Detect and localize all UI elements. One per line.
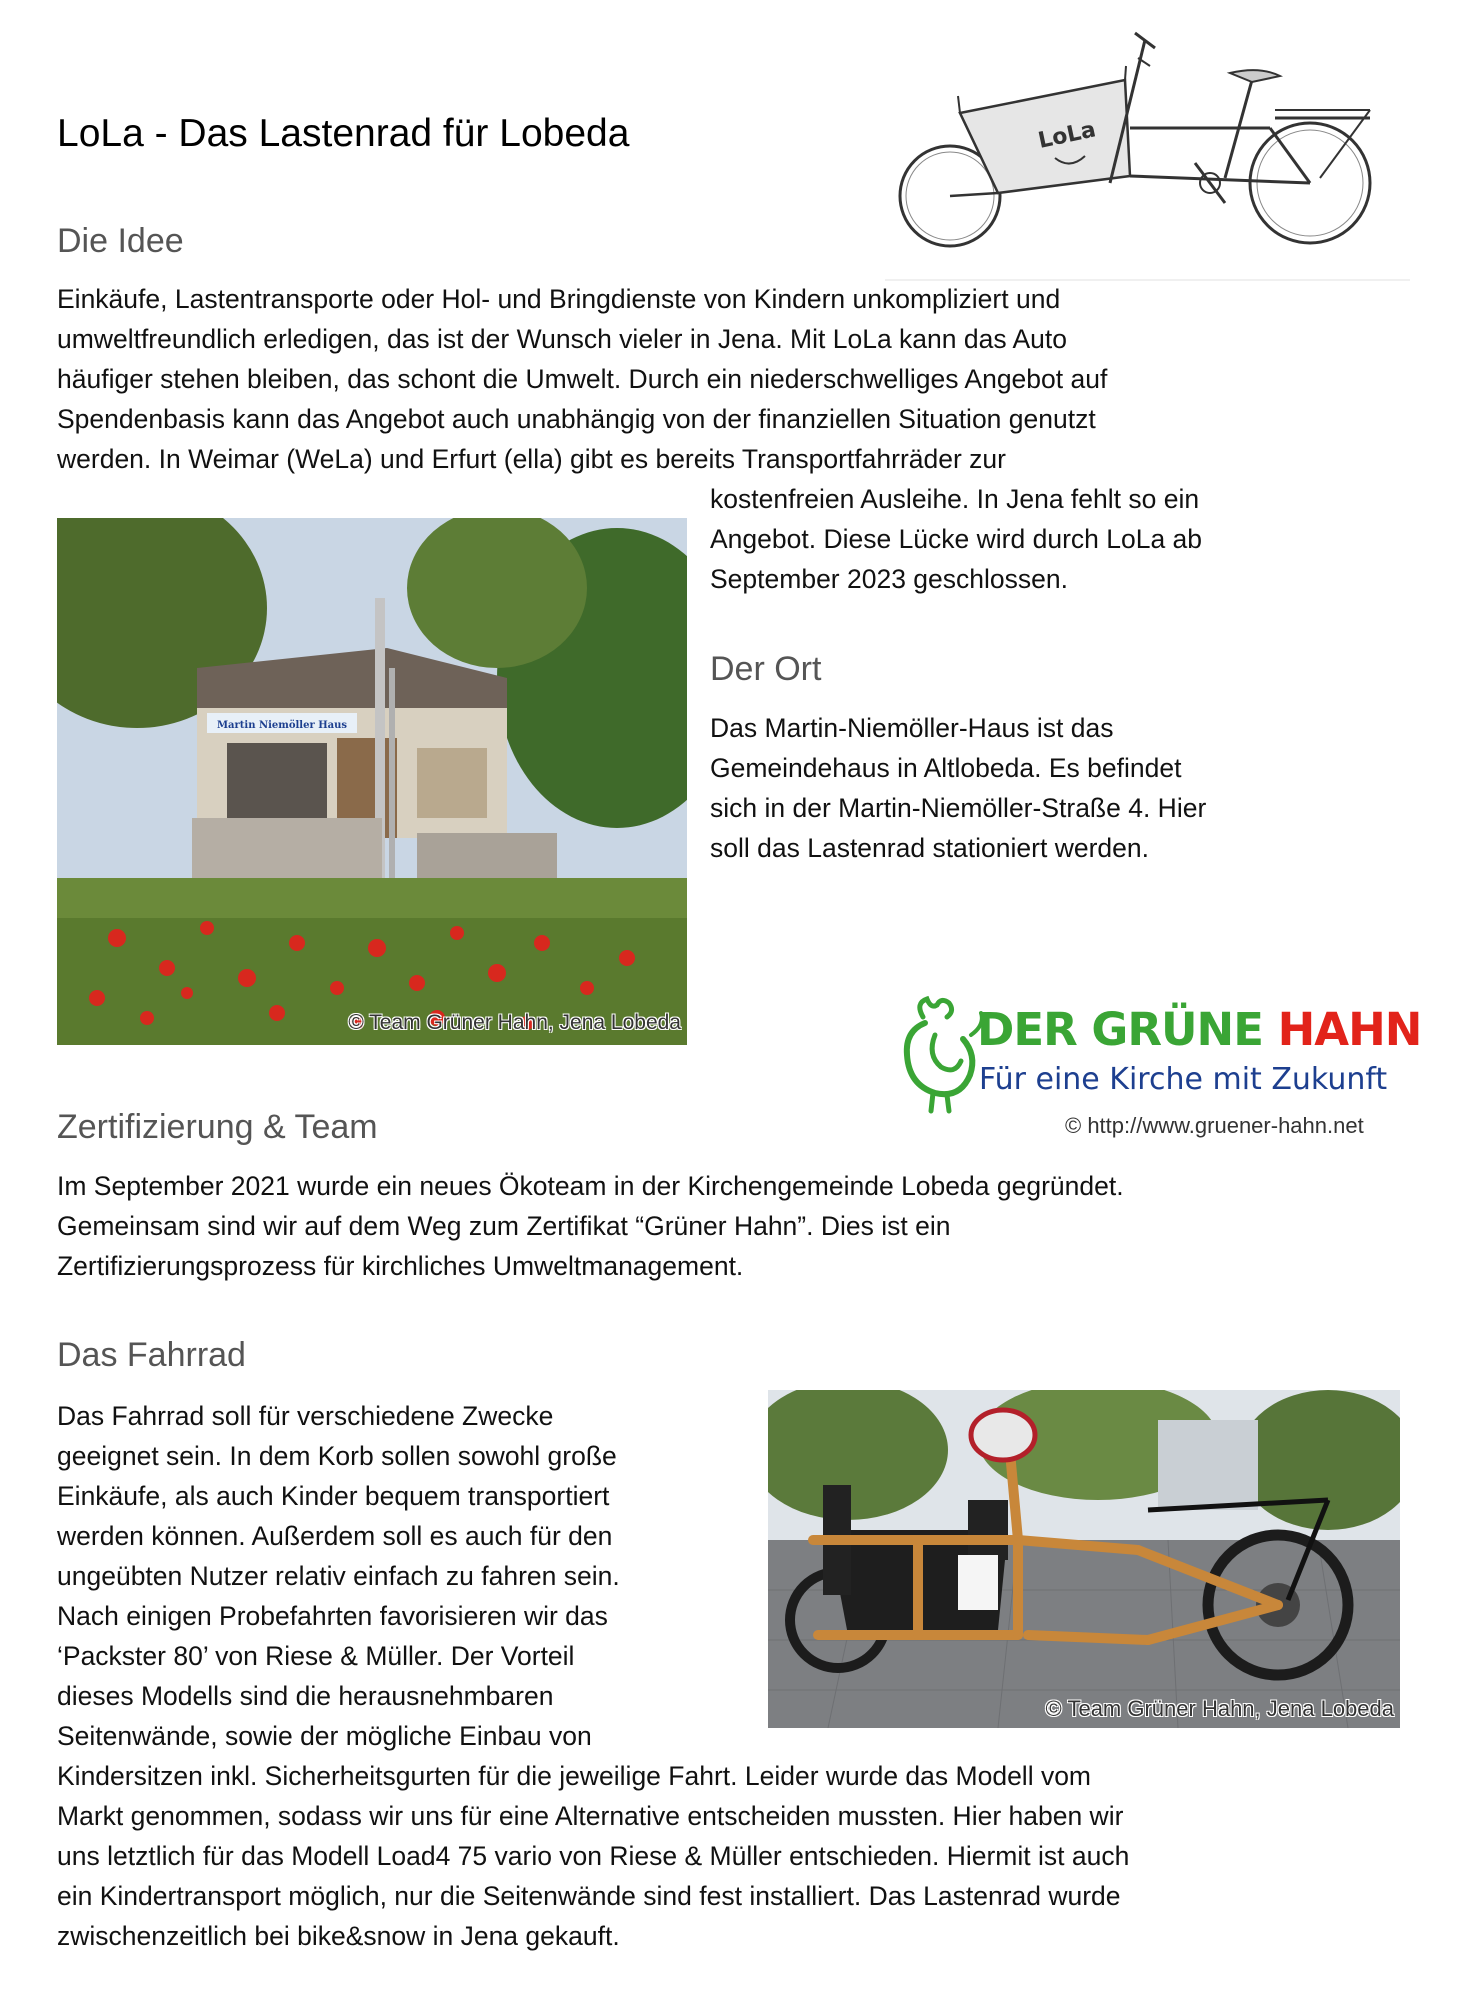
fahrrad-paragraph-continued <box>57 1756 1417 1956</box>
zert-line: Zertifizierungsprozess für kirchliches Umweltmanagement. <box>57 1251 744 1281</box>
zert-line: Im September 2021 wurde ein neues Ökoteam in der Kirchengemeinde Lobeda gegründet. <box>57 1171 1124 1201</box>
idee-paragraph-continued <box>710 479 1410 599</box>
idee-line: September 2023 geschlossen. <box>710 564 1068 594</box>
idee-line: werden. In Weimar (WeLa) und Erfurt (ella) gibt es bereits Transportfahrräder zur <box>57 444 1006 474</box>
section-heading-fahrrad: Das Fahrrad <box>57 1336 246 1374</box>
ort-paragraph <box>710 708 1410 868</box>
idee-line: häufiger stehen bleiben, das schont die Umwelt. Durch ein niederschwelliges Angebot auf <box>57 364 1108 394</box>
martin-niemoeller-haus-photo <box>57 518 687 1045</box>
idee-line: kostenfreien Ausleihe. In Jena fehlt so ein <box>710 484 1200 514</box>
section-heading-zertifizierung: Zertifizierung & Team <box>57 1108 378 1146</box>
ort-line: Gemeindehaus in Altlobeda. Es befindet <box>710 753 1182 783</box>
zert-paragraph <box>57 1166 1417 1286</box>
fahrrad-line: ‘Packster 80’ von Riese & Müller. Der Vorteil <box>57 1641 575 1671</box>
section-heading-idee: Die Idee <box>57 222 184 260</box>
idee-paragraph <box>57 279 1397 479</box>
fahrrad-line: dieses Modells sind die herausnehmbaren <box>57 1681 554 1711</box>
logo-text-red: HAHN <box>1277 1003 1422 1056</box>
ort-line: Das Martin-Niemöller-Haus ist das <box>710 713 1114 743</box>
cargo-bike-sketch-image <box>880 18 1415 286</box>
idee-line: Spendenbasis kann das Angebot auch unabhängig von der finanziellen Situation genutzt <box>57 404 1096 434</box>
idee-line: Angebot. Diese Lücke wird durch LoLa ab <box>710 524 1203 554</box>
section-heading-ort: Der Ort <box>710 650 822 688</box>
page-title: LoLa - Das Lastenrad für Lobeda <box>57 112 630 155</box>
ort-line: sich in der Martin-Niemöller-Straße 4. Hier <box>710 793 1207 823</box>
fahrrad-line: Markt genommen, sodass wir uns für eine Alternative entscheiden mussten. Hier haben wir <box>57 1801 1124 1831</box>
logo-credit: © http://www.gruener-hahn.net <box>1065 1113 1364 1138</box>
fahrrad-line: Einkäufe, als auch Kinder bequem transportiert <box>57 1481 610 1511</box>
ort-line: soll das Lastenrad stationiert werden. <box>710 833 1149 863</box>
fahrrad-line: Seitenwände, sowie der mögliche Einbau von <box>57 1721 592 1751</box>
fahrrad-line: ungeübten Nutzer relativ einfach zu fahren sein. <box>57 1561 620 1591</box>
bike-photo-credit: © Team Grüner Hahn, Jena Lobeda <box>1045 1696 1394 1721</box>
fahrrad-line: geeignet sein. In dem Korb sollen sowohl große <box>57 1441 617 1471</box>
fahrrad-line: zwischenzeitlich bei bike&snow in Jena gekauft. <box>57 1921 620 1951</box>
gruener-hahn-logo <box>885 995 1422 1145</box>
idee-line: Einkäufe, Lastentransporte oder Hol- und Bringdienste von Kindern unkompliziert und <box>57 284 1061 314</box>
idee-line: umweltfreundlich erledigen, das ist der Wunsch vieler in Jena. Mit LoLa kann das Auto <box>57 324 1068 354</box>
logo-tagline: Für eine Kirche mit Zukunft <box>979 1062 1388 1097</box>
fahrrad-line: Nach einigen Probefahrten favorisieren wir das <box>57 1601 608 1631</box>
logo-text-green: DER GRÜNE <box>977 1003 1278 1056</box>
fahrrad-line: Das Fahrrad soll für verschiedene Zwecke <box>57 1401 554 1431</box>
fahrrad-line: uns letztlich für das Modell Load4 75 vario von Riese & Müller entschieden. Hiermit ist auch <box>57 1841 1130 1871</box>
fahrrad-line: Kindersitzen inkl. Sicherheitsgurten für die jeweilige Fahrt. Leider wurde das Modell vom <box>57 1761 1092 1791</box>
bike-sketch-label: LoLa <box>1036 117 1098 154</box>
house-sign: Martin Niemöller Haus <box>216 720 348 731</box>
house-photo-credit: © Team Grüner Hahn, Jena Lobeda <box>348 1011 681 1034</box>
zert-line: Gemeinsam sind wir auf dem Weg zum Zertifikat “Grüner Hahn”. Dies ist ein <box>57 1211 951 1241</box>
fahrrad-line: ein Kindertransport möglich, nur die Seitenwände sind fest installiert. Das Lastenrad wurde <box>57 1881 1121 1911</box>
fahrrad-paragraph <box>57 1396 757 1756</box>
fahrrad-line: werden können. Außerdem soll es auch für den <box>57 1521 613 1551</box>
cargo-bike-photo <box>768 1390 1400 1728</box>
